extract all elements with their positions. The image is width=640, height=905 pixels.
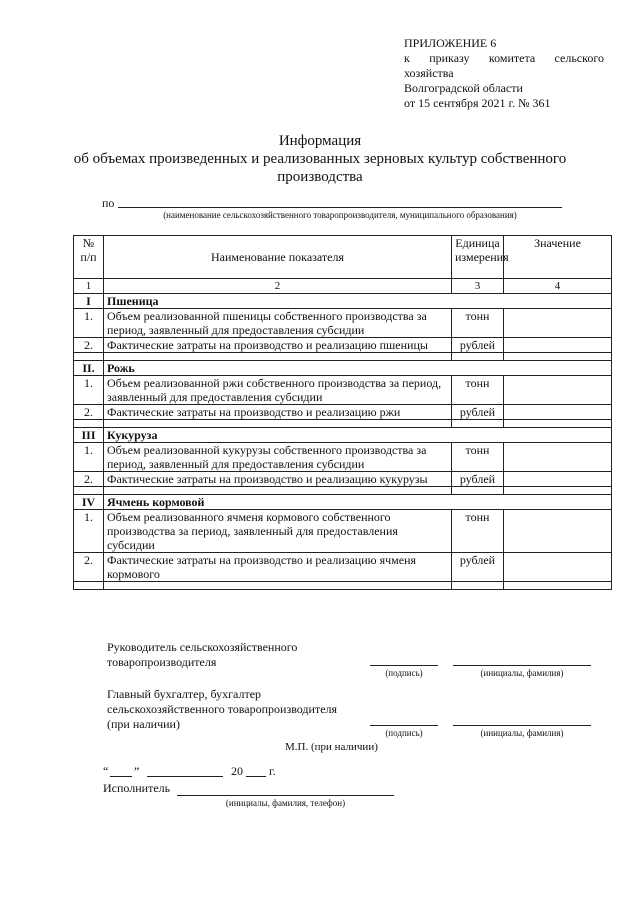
appendix-date: от 15 сентября 2021 г. № 361 [404, 96, 551, 110]
section-num: II. [74, 361, 104, 376]
row-value[interactable] [504, 309, 612, 338]
table-row [74, 510, 612, 553]
date-suffix: г. [269, 764, 276, 778]
spacer-row [74, 487, 612, 495]
appendix-line: хозяйства [404, 66, 454, 80]
row-num: 1. [74, 309, 104, 338]
row-unit: тонн [452, 443, 504, 472]
row-unit: тонн [452, 376, 504, 405]
row-name: Объем реализованного ячменя кормового собственного производства за период, заявленный для предоставления субсидии [104, 510, 452, 553]
date-open-quote: “ [103, 764, 109, 778]
section-num: I [74, 294, 104, 309]
row-name: Фактические затраты на производство и реализацию кукурузы [104, 472, 452, 487]
appendix-word: к [404, 51, 410, 65]
table-row [74, 338, 612, 353]
document-title: Информация [278, 133, 362, 149]
document-subtitle-cont: производства [277, 169, 363, 185]
accountant-name-line[interactable] [453, 725, 591, 726]
col-number: 1 [74, 279, 104, 294]
data-table [73, 235, 612, 590]
row-unit: тонн [452, 510, 504, 553]
header-num: № п/п [74, 236, 104, 279]
executor-label: Исполнитель [103, 781, 171, 795]
column-numbers-row [74, 279, 612, 294]
row-num: 2. [74, 405, 104, 420]
row-value[interactable] [504, 405, 612, 420]
row-num: 1. [74, 443, 104, 472]
stamp-label: М.П. (при наличии) [285, 741, 378, 753]
row-value[interactable] [504, 376, 612, 405]
date-month-line[interactable] [147, 776, 223, 777]
row-name: Фактические затраты на производство и реализацию ячменя кормового [104, 553, 452, 582]
header-name: Наименование показателя [104, 236, 452, 279]
row-name: Объем реализованной кукурузы собственного производства за период, заявленный для предоставления субсидии [104, 443, 452, 472]
appendix-header [404, 36, 604, 111]
table-row [74, 405, 612, 420]
section-num: III [74, 428, 104, 443]
row-name: Фактические затраты на производство и реализацию ржи [104, 405, 452, 420]
appendix-word: приказу [429, 51, 470, 65]
date-year-line[interactable] [246, 776, 266, 777]
col-number: 3 [452, 279, 504, 294]
row-unit: рублей [452, 553, 504, 582]
table-row [74, 443, 612, 472]
appendix-title: ПРИЛОЖЕНИЕ 6 [404, 36, 497, 50]
accountant-title-line: сельскохозяйственного товаропроизводителя [107, 702, 338, 716]
executor-input-line[interactable] [177, 795, 394, 796]
row-value[interactable] [504, 510, 612, 553]
table-row [74, 553, 612, 582]
appendix-word: комитета [488, 51, 536, 65]
table-row [74, 376, 612, 405]
accountant-signature-caption: (подпись) [385, 728, 423, 738]
head-signature-line[interactable] [370, 665, 438, 666]
date-day-line[interactable] [110, 776, 132, 777]
row-num: 1. [74, 510, 104, 553]
accountant-title-line: (при наличии) [107, 717, 180, 731]
row-num: 2. [74, 338, 104, 353]
section-name: Ячмень кормовой [104, 495, 612, 510]
row-unit: рублей [452, 338, 504, 353]
head-signature-caption: (подпись) [385, 668, 423, 678]
head-name-caption: (инициалы, фамилия) [480, 668, 564, 678]
row-num: 1. [74, 376, 104, 405]
head-title-line: Руководитель сельскохозяйственного [107, 640, 298, 654]
row-num: 2. [74, 472, 104, 487]
section-name: Рожь [104, 361, 612, 376]
table-header-row [74, 236, 612, 279]
date-year-prefix: 20 [231, 764, 243, 778]
section-row [74, 361, 612, 376]
head-title [107, 640, 297, 670]
spacer-row [74, 420, 612, 428]
row-num: 2. [74, 553, 104, 582]
row-name: Фактические затраты на производство и реализацию пшеницы [104, 338, 452, 353]
appendix-order-line [404, 51, 604, 66]
row-value[interactable] [504, 338, 612, 353]
row-name: Объем реализованной пшеницы собственного производства за период, заявленный для предоставления субсидии [104, 309, 452, 338]
document-subtitle: об объемах произведенных и реализованных зерновых культур собственного [73, 151, 567, 167]
head-name-line[interactable] [453, 665, 591, 666]
date-close-quote: ” [134, 764, 140, 778]
row-unit: рублей [452, 405, 504, 420]
row-unit: рублей [452, 472, 504, 487]
date-line [103, 764, 303, 780]
head-title-line: товаропроизводителя [107, 655, 217, 669]
table-row [74, 472, 612, 487]
row-value[interactable] [504, 443, 612, 472]
appendix-line: Волгоградской области [404, 81, 523, 95]
producer-caption: (наименование сельскохозяйственного товаропроизводителя, муниципального образования) [163, 210, 517, 220]
section-row [74, 428, 612, 443]
section-row [74, 495, 612, 510]
col-number: 2 [104, 279, 452, 294]
row-value[interactable] [504, 553, 612, 582]
accountant-title-line: Главный бухгалтер, бухгалтер [107, 687, 262, 701]
row-unit: тонн [452, 309, 504, 338]
accountant-name-caption: (инициалы, фамилия) [480, 728, 564, 738]
producer-input-line[interactable] [118, 207, 562, 208]
producer-label: по [102, 196, 115, 210]
header-unit: Единица измерения [452, 236, 504, 279]
accountant-signature-line[interactable] [370, 725, 438, 726]
spacer-row [74, 353, 612, 361]
row-value[interactable] [504, 472, 612, 487]
executor-caption: (инициалы, фамилия, телефон) [225, 798, 346, 808]
row-name: Объем реализованной ржи собственного производства за период, заявленный для предоставления субсидии [104, 376, 452, 405]
section-row [74, 294, 612, 309]
section-name: Кукуруза [104, 428, 612, 443]
section-num: IV [74, 495, 104, 510]
appendix-word: сельского [554, 51, 604, 65]
col-number: 4 [504, 279, 612, 294]
spacer-row [74, 582, 612, 590]
section-name: Пшеница [104, 294, 612, 309]
accountant-title [107, 687, 337, 732]
table-row [74, 309, 612, 338]
header-value: Значение [504, 236, 612, 279]
